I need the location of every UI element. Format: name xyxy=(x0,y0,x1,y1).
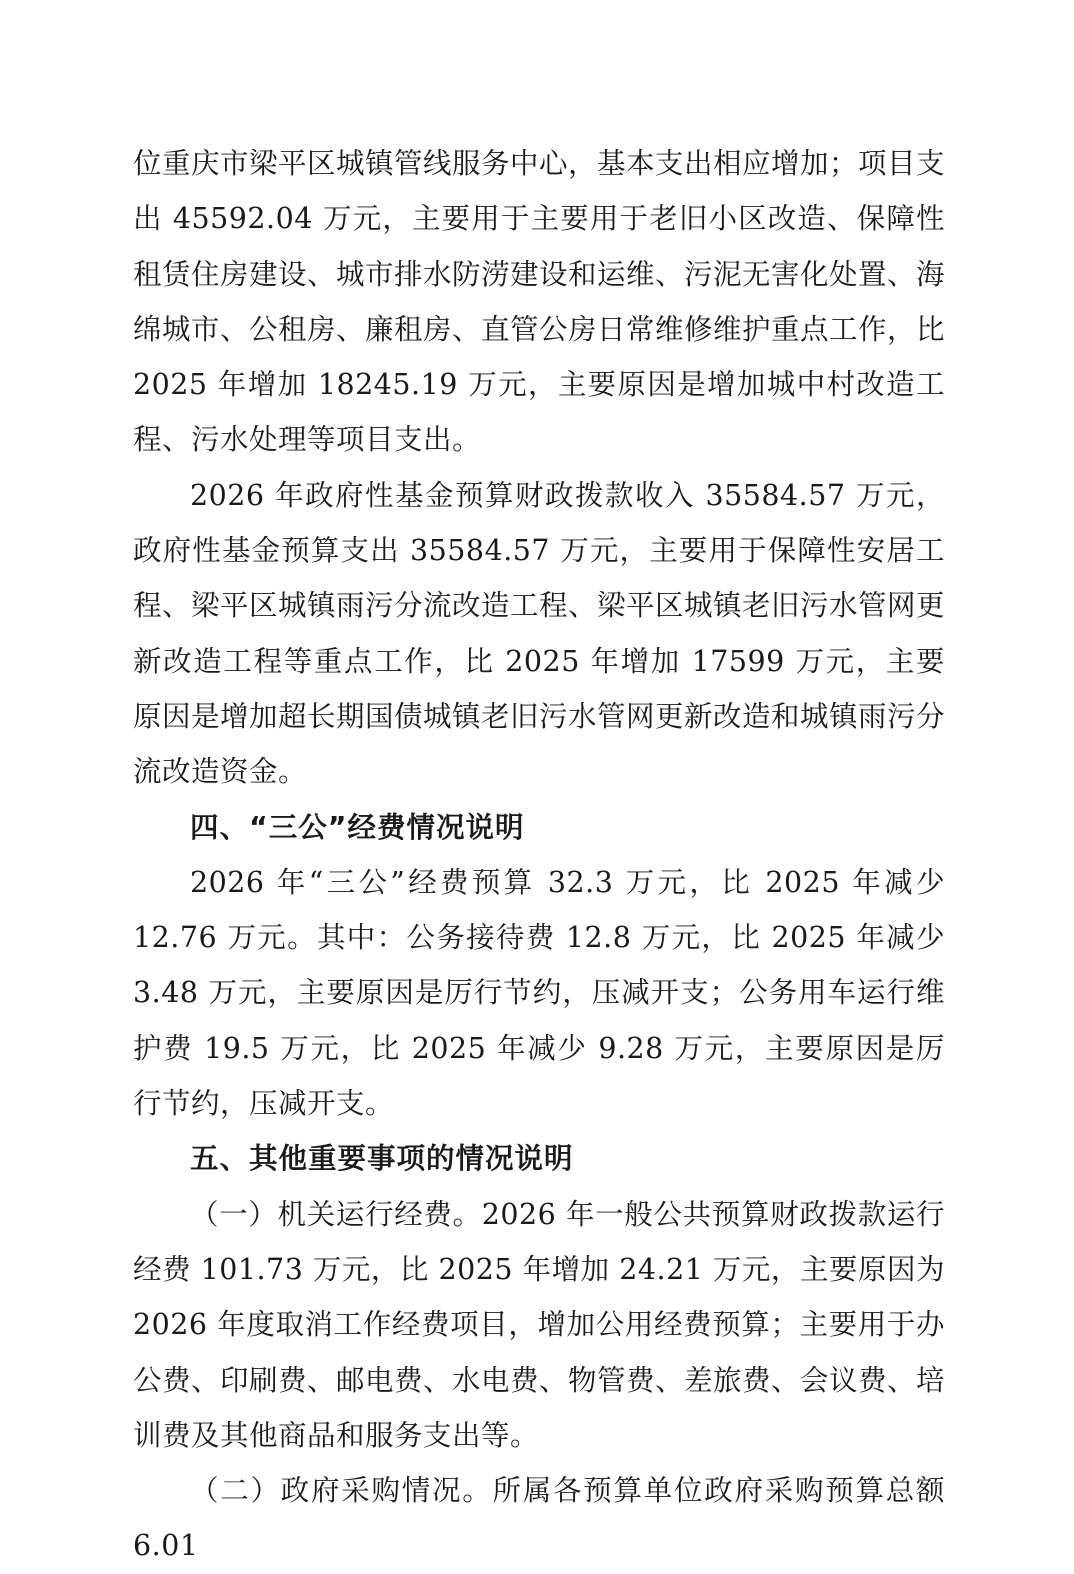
paragraph-government-procurement: （二）政府采购情况。所属各预算单位政府采购预算总额 6.01 xyxy=(133,1474,945,1563)
paragraph-operating-expenses: （一）机关运行经费。2026 年一般公共预算财政拨款运行经费 101.73 万元，比 2025 年增加 24.21 万元，主要原因为 2026 年度取消工作经费项目，增加公用经费预算；主要用于办公费、印刷费、邮电费、水电费、物管费、差旅费、会议费、培训费及其他商品和服务支出等。 xyxy=(133,1197,946,1452)
section-heading-other-matters: 五、其他重要事项的情况说明 xyxy=(190,1142,574,1176)
section-heading-three-public: 四、“三公”经费情况说明 xyxy=(190,810,525,844)
paragraph-government-fund: 2026 年政府性基金预算财政拨款收入 35584.57 万元，政府性基金预算支出 35584.57 万元，主要用于保障性安居工程、梁平区城镇雨污分流改造工程、梁平区城镇老旧污水管网更新改造工程等重点工作，比 2025 年增加 17599 万元，主要原因是增加超长期国债城镇老旧污水管网更新改造和城镇雨污分流改造资金。 xyxy=(133,478,946,789)
document-body xyxy=(133,136,945,1574)
paragraph-three-public-budget: 2026 年“三公”经费预算 32.3 万元，比 2025 年减少 12.76 万元。其中：公务接待费 12.8 万元，比 2025 年减少 3.48 万元，主要原因是厉行节约，压减开支；公务用车运行维护费 19.5 万元，比 2025 年减少 9.28 万元，主要原因是厉行节约，压减开支。 xyxy=(133,865,945,1121)
paragraph-project-expenditure: 位重庆市梁平区城镇管线服务中心，基本支出相应增加；项目支出 45592.04 万元，主要用于主要用于老旧小区改造、保障性租赁住房建设、城市排水防涝建设和运维、污泥无害化处置、海绵城市、公租房、廉租房、直管公房日常维修维护重点工作，比 2025 年增加 18245.19 万元，主要原因是增加城中村改造工程、污水处理等项目支出。 xyxy=(133,147,946,457)
